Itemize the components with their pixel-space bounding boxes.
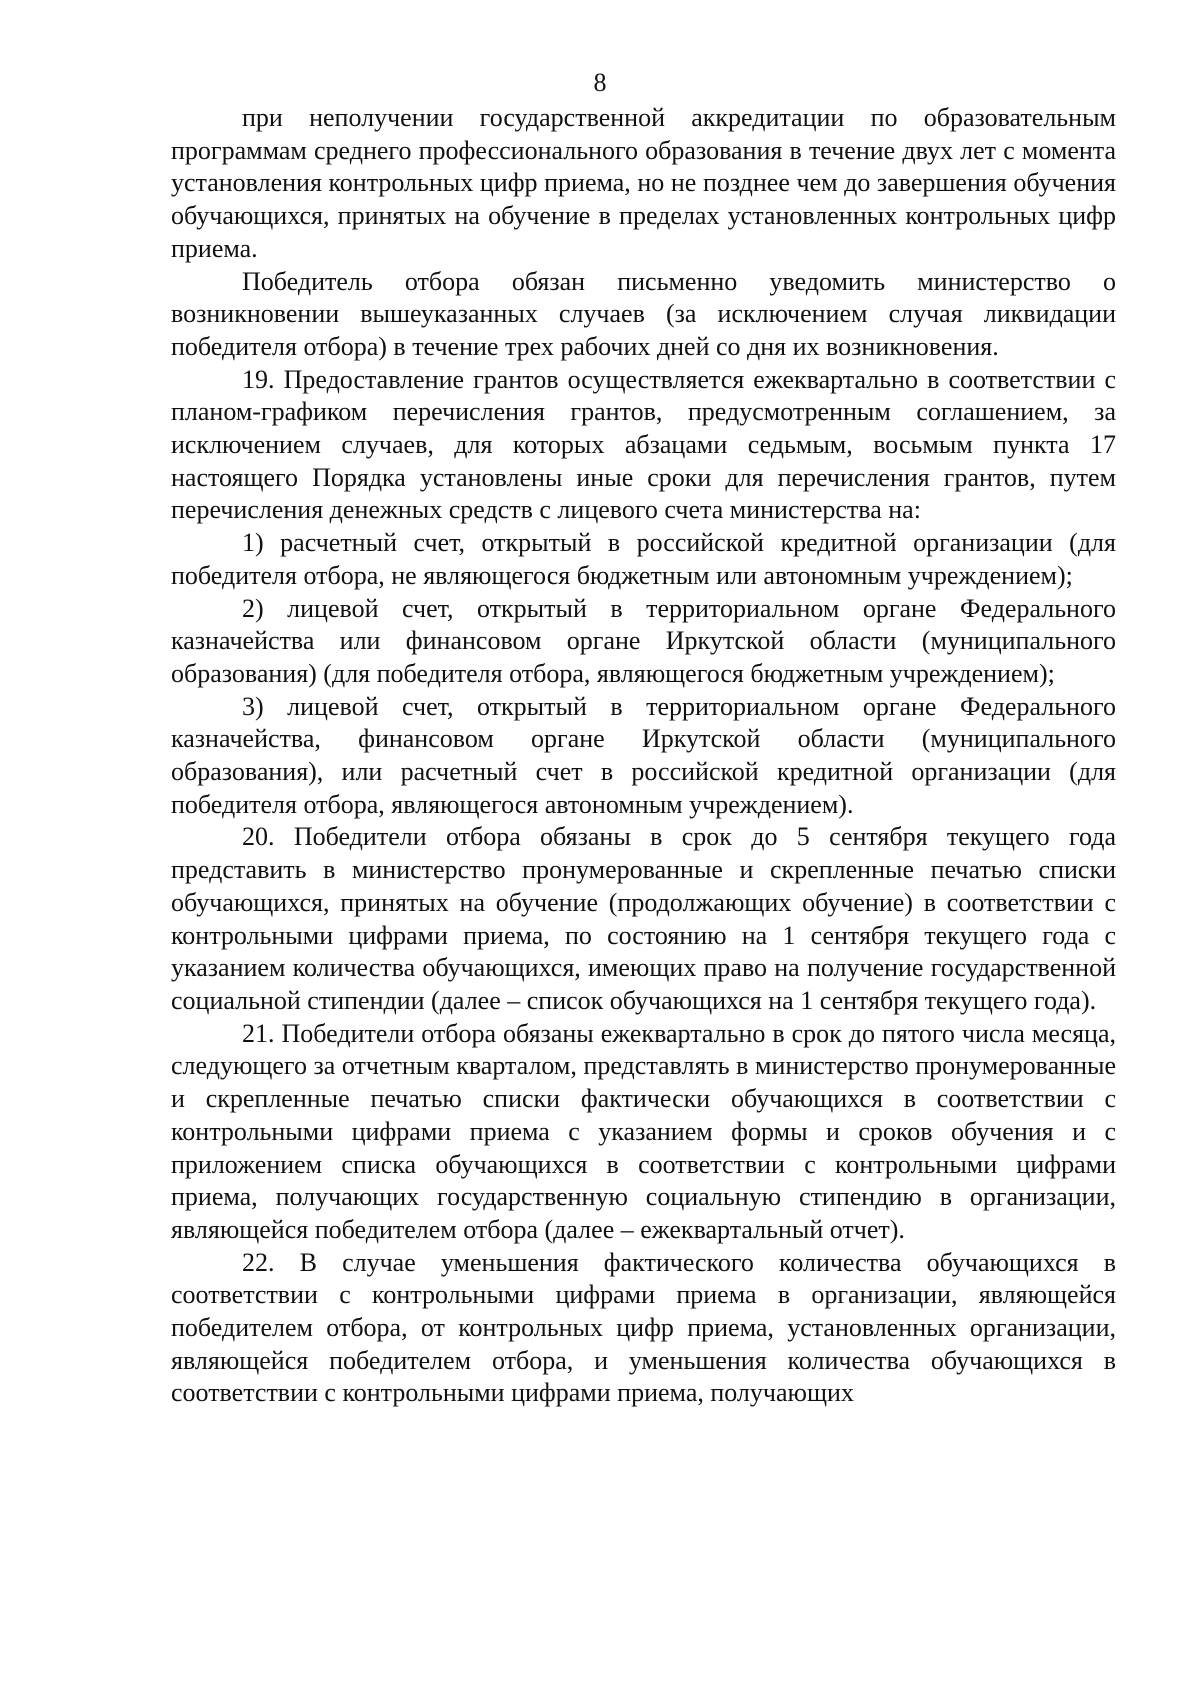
paragraph-item-22: 22. В случае уменьшения фактического количества обучающихся в соответствии с контрольными цифрами приема в организации, являющейся победителем отбора, от контрольных цифр приема, установленных организации, являющейся победителем отбора, и уменьшения количества обучающихся в соответствии с контрольными цифрами приема, получающих (171, 1247, 1116, 1408)
page-number: 8 (593, 68, 607, 97)
paragraph-item-19-sub-3: 3) лицевой счет, открытый в территориальном органе Федерального казначейства, финансовом органе Иркутской области (муниципального образования), или расчетный счет в российской кредитной организации (для победителя отбора, являющегося автономным учреждением). (171, 691, 1116, 819)
paragraph-item-19-sub-2: 2) лицевой счет, открытый в территориальном органе Федерального казначейства или финансовом органе Иркутской области (муниципального образования) (для победителя отбора, являющегося бюджетным учреждением); (171, 593, 1116, 688)
document-body (171, 102, 1116, 1410)
paragraph-item-21: 21. Победители отбора обязаны ежеквартально в срок до пятого числа месяца, следующего за отчетным кварталом, представлять в министерство пронумерованные и скрепленные печатью списки фактически обучающихся в соответствии с контрольными цифрами приема с указанием формы и сроков обучения и с приложением списка обучающихся в соответствии с контрольными цифрами приема, получающих государственную социальную стипендию в организации, являющейся победителем отбора (далее – ежеквартальный отчет). (171, 1018, 1116, 1244)
paragraph-item-19: 19. Предоставление грантов осуществляется ежеквартально в соответствии с планом-графиком перечисления грантов, предусмотренным соглашением, за исключением случаев, для которых абзацами седьмым, восьмым пункта 17 настоящего Порядка установлены иные сроки для перечисления грантов, путем перечисления денежных средств с лицевого счета министерства на: (171, 364, 1116, 525)
paragraph-notification-duty: Победитель отбора обязан письменно уведомить министерство о возникновении вышеуказанных случаев (за исключением случая ликвидации победителя отбора) в течение трех рабочих дней со дня их возникновения. (171, 266, 1116, 361)
paragraph-accreditation-condition: при неполучении государственной аккредитации по образовательным программам среднего профессионального образования в течение двух лет с момента установления контрольных цифр приема, но не позднее чем до завершения обучения обучающихся, принятых на обучение в пределах установленных контрольных цифр приема. (171, 103, 1116, 263)
paragraph-item-19-sub-1: 1) расчетный счет, открытый в российской кредитной организации (для победителя отбора, не являющегося бюджетным или автономным учреждением); (171, 528, 1116, 590)
paragraph-item-20: 20. Победители отбора обязаны в срок до 5 сентября текущего года представить в министерство пронумерованные и скрепленные печатью списки обучающихся, принятых на обучение (продолжающих обучение) в соответствии с контрольными цифрами приема, по состоянию на 1 сентября текущего года с указанием количества обучающихся, имеющих право на получение государственной социальной стипендии (далее – список обучающихся на 1 сентября текущего года). (171, 822, 1116, 1015)
